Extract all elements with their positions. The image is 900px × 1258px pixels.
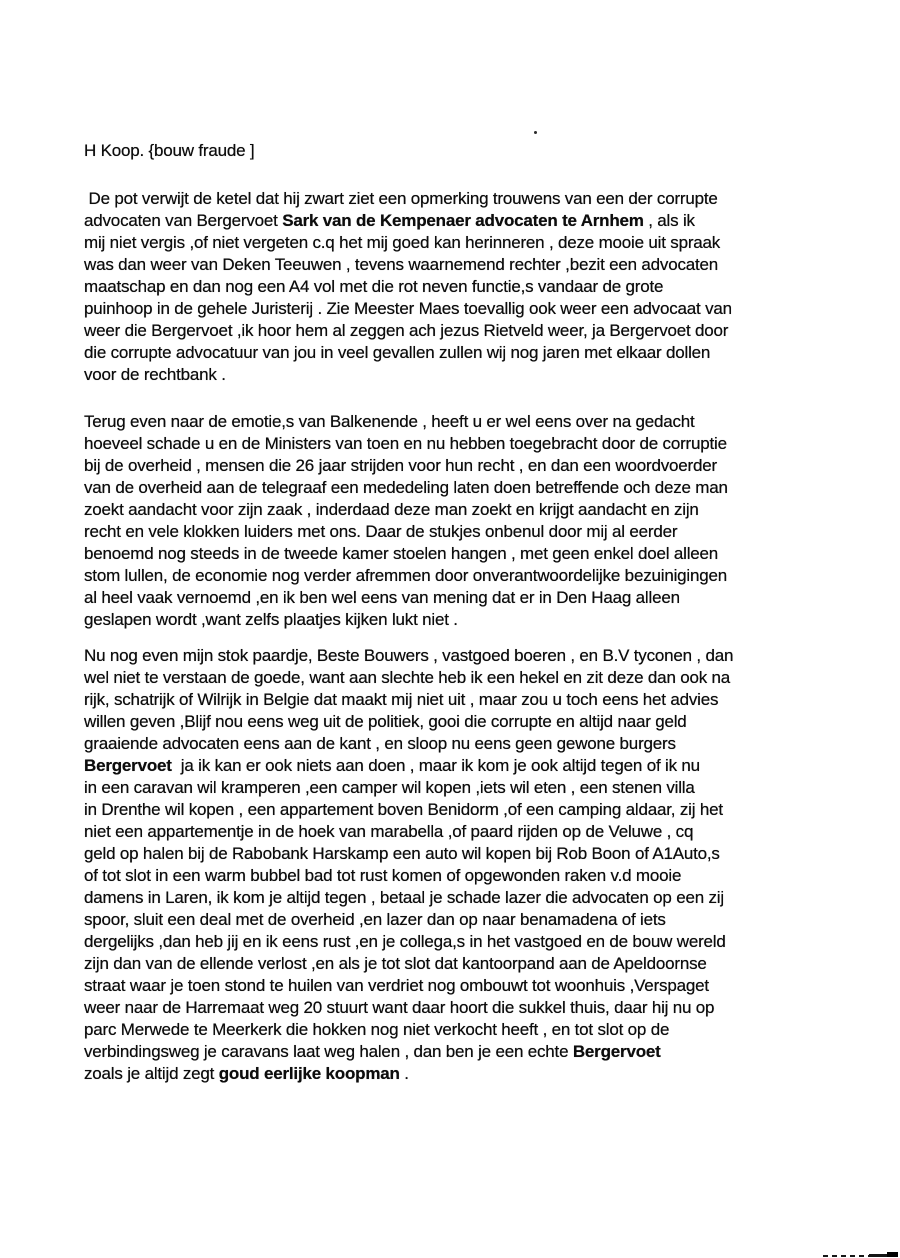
text-line bbox=[84, 997, 860, 1019]
text-line bbox=[84, 689, 860, 711]
text-line bbox=[84, 1041, 860, 1063]
text-line bbox=[84, 364, 860, 386]
text-segment: benoemd nog steeds in de tweede kamer stoelen hangen , met geen enkel doel alleen bbox=[84, 544, 719, 563]
text-line bbox=[84, 477, 860, 499]
text-line bbox=[84, 777, 860, 799]
bold-text-segment: Bergervoet bbox=[84, 756, 172, 775]
text-line bbox=[84, 953, 860, 975]
scan-line-artifact bbox=[823, 1251, 898, 1258]
text-line bbox=[84, 909, 860, 931]
text-segment: , als ik bbox=[643, 211, 695, 230]
text-line bbox=[84, 711, 860, 733]
text-line bbox=[84, 865, 860, 887]
text-line bbox=[84, 433, 860, 455]
text-line bbox=[84, 821, 860, 843]
text-segment: spoor, sluit een deal met de overheid ,en lazer dan op naar benamadena of iets bbox=[84, 910, 666, 929]
text-segment: recht en vele klokken luiders met ons. Daar de stukjes onbenul door mij al eerder bbox=[84, 522, 678, 541]
text-segment: zoekt aandacht voor zijn zaak , inderdaad deze man zoekt en krijgt aandacht en zijn bbox=[84, 500, 699, 519]
text-segment: die corrupte advocatuur van jou in veel gevallen zullen wij nog jaren met elkaar dollen bbox=[84, 343, 711, 362]
text-segment: bij de overheid , mensen die 26 jaar strijden voor hun recht , en dan een woordvoerder bbox=[84, 456, 717, 475]
text-segment: maatschap en dan nog een A4 vol met die rot neven functie,s vandaar de grote bbox=[84, 277, 664, 296]
text-segment: rijk, schatrijk of Wilrijk in Belgie dat maakt mij niet uit , maar zou u toch eens het advies bbox=[84, 690, 719, 709]
text-segment: was dan weer van Deken Teeuwen , tevens waarnemend rechter ,bezit een advocaten bbox=[84, 255, 719, 274]
text-line bbox=[84, 342, 860, 364]
text-line bbox=[84, 645, 860, 667]
text-line bbox=[84, 543, 860, 565]
text-line bbox=[84, 521, 860, 543]
paragraph bbox=[84, 188, 860, 386]
text-segment: damens in Laren, ik kom je altijd tegen , betaal je schade lazer die advocaten op een zij bbox=[84, 888, 724, 907]
bold-text-segment: goud eerlijke koopman bbox=[218, 1064, 400, 1083]
text-line bbox=[84, 609, 860, 631]
bold-text-segment: Bergervoet bbox=[572, 1042, 661, 1061]
text-line bbox=[84, 411, 860, 433]
text-segment: in een caravan wil kramperen ,een camper wil kopen ,iets wil eten , een stenen villa bbox=[84, 778, 695, 797]
scan-speck-artifact bbox=[534, 131, 537, 134]
text-line bbox=[84, 887, 860, 909]
paragraph bbox=[84, 411, 860, 631]
text-segment: weer die Bergervoet ,ik hoor hem al zeggen ach jezus Rietveld weer, ja Bergervoet door bbox=[84, 321, 729, 340]
text-segment: geld op halen bij de Rabobank Harskamp een auto wil kopen bij Rob Boon of A1Auto,s bbox=[84, 844, 720, 863]
text-line bbox=[84, 276, 860, 298]
text-line bbox=[84, 320, 860, 342]
text-line bbox=[84, 455, 860, 477]
text-segment: niet een appartementje in de hoek van marabella ,of paard rijden op de Veluwe , cq bbox=[84, 822, 694, 841]
text-line bbox=[84, 232, 860, 254]
text-segment: straat waar je toen stond te huilen van verdriet nog ombouwt tot woonhuis ,Verspaget bbox=[84, 976, 709, 995]
text-segment: in Drenthe wil kopen , een appartement boven Benidorm ,of een camping aldaar, zij het bbox=[84, 800, 723, 819]
text-line bbox=[84, 188, 860, 210]
text-line bbox=[84, 499, 860, 521]
text-segment: advocaten van Bergervoet bbox=[84, 211, 283, 230]
text-segment: mij niet vergis ,of niet vergeten c.q het mij goed kan herinneren , deze mooie uit spraak bbox=[84, 233, 721, 252]
text-segment: verbindingsweg je caravans laat weg halen , dan ben je een echte bbox=[84, 1042, 573, 1061]
bold-text-segment: Sark van de Kempenaer advocaten te Arnhem bbox=[282, 211, 644, 230]
text-segment: weer naar de Harremaat weg 20 stuurt want daar hoort die sukkel thuis, daar hij nu op bbox=[84, 998, 715, 1017]
text-line bbox=[84, 843, 860, 865]
text-segment: graaiende advocaten eens aan de kant , en sloop nu eens geen gewone burgers bbox=[84, 734, 676, 753]
text-segment: Nu nog even mijn stok paardje, Beste Bouwers , vastgoed boeren , en B.V tyconen , dan bbox=[84, 646, 734, 665]
text-segment: van de overheid aan de telegraaf een mededeling laten doen betreffende och deze man bbox=[84, 478, 728, 497]
text-line bbox=[84, 975, 860, 997]
scan-dashes bbox=[823, 1255, 869, 1257]
text-line bbox=[84, 254, 860, 276]
text-segment: puinhoop in de gehele Juristerij . Zie Meester Maes toevallig ook weer een advocaat van bbox=[84, 299, 732, 318]
text-segment: voor de rechtbank . bbox=[84, 365, 226, 384]
text-segment: willen geven ,Blijf nou eens weg uit de politiek, gooi die corrupte en altijd naar geld bbox=[84, 712, 687, 731]
document-text bbox=[84, 140, 860, 1099]
text-segment: ja ik kan er ook niets aan doen , maar ik kom je ook altijd tegen of ik nu bbox=[171, 756, 700, 775]
text-segment: dergelijks ,dan heb jij en ik eens rust ,en je collega,s in het vastgoed en de bouw wereld bbox=[84, 932, 726, 951]
text-line bbox=[84, 565, 860, 587]
scan-solid-dash bbox=[869, 1254, 889, 1257]
text-segment: Terug even naar de emotie,s van Balkenende , heeft u er wel eens over na gedacht bbox=[84, 412, 695, 431]
text-line bbox=[84, 667, 860, 689]
text-segment: parc Merwede te Meerkerk die hokken nog niet verkocht heeft , en tot slot op de bbox=[84, 1020, 670, 1039]
text-line bbox=[84, 587, 860, 609]
text-line bbox=[84, 755, 860, 777]
text-segment: zoals je altijd zegt bbox=[84, 1064, 219, 1083]
text-segment: geslapen wordt ,want zelfs plaatjes kijken lukt niet . bbox=[84, 610, 458, 629]
text-line bbox=[84, 733, 860, 755]
text-segment: of tot slot in een warm bubbel bad tot rust komen of opgewonden raken v.d mooie bbox=[84, 866, 682, 885]
scan-dash-cap bbox=[887, 1252, 898, 1257]
text-line bbox=[84, 1063, 860, 1085]
text-segment: zijn dan van de ellende verlost ,en als je tot slot dat kantoorpand aan de Apeldoornse bbox=[84, 954, 707, 973]
text-line bbox=[84, 931, 860, 953]
text-line bbox=[84, 1019, 860, 1041]
text-segment: De pot verwijt de ketel dat hij zwart ziet een opmerking trouwens van een der corrupte bbox=[84, 189, 718, 208]
text-segment: . bbox=[399, 1064, 409, 1083]
text-line bbox=[84, 799, 860, 821]
text-segment: hoeveel schade u en de Ministers van toen en nu hebben toegebracht door de corruptie bbox=[84, 434, 727, 453]
text-segment: stom lullen, de economie nog verder afremmen door onverantwoordelijke bezuinigingen bbox=[84, 566, 728, 585]
text-segment: al heel vaak vernoemd ,en ik ben wel eens van mening dat er in Den Haag alleen bbox=[84, 588, 680, 607]
paragraph bbox=[84, 645, 860, 1085]
text-segment: wel niet te verstaan de goede, want aan slechte heb ik een hekel en zit deze dan ook na bbox=[84, 668, 731, 687]
text-line bbox=[84, 210, 860, 232]
document-heading: H Koop. {bouw fraude ] bbox=[84, 141, 255, 160]
text-line bbox=[84, 298, 860, 320]
